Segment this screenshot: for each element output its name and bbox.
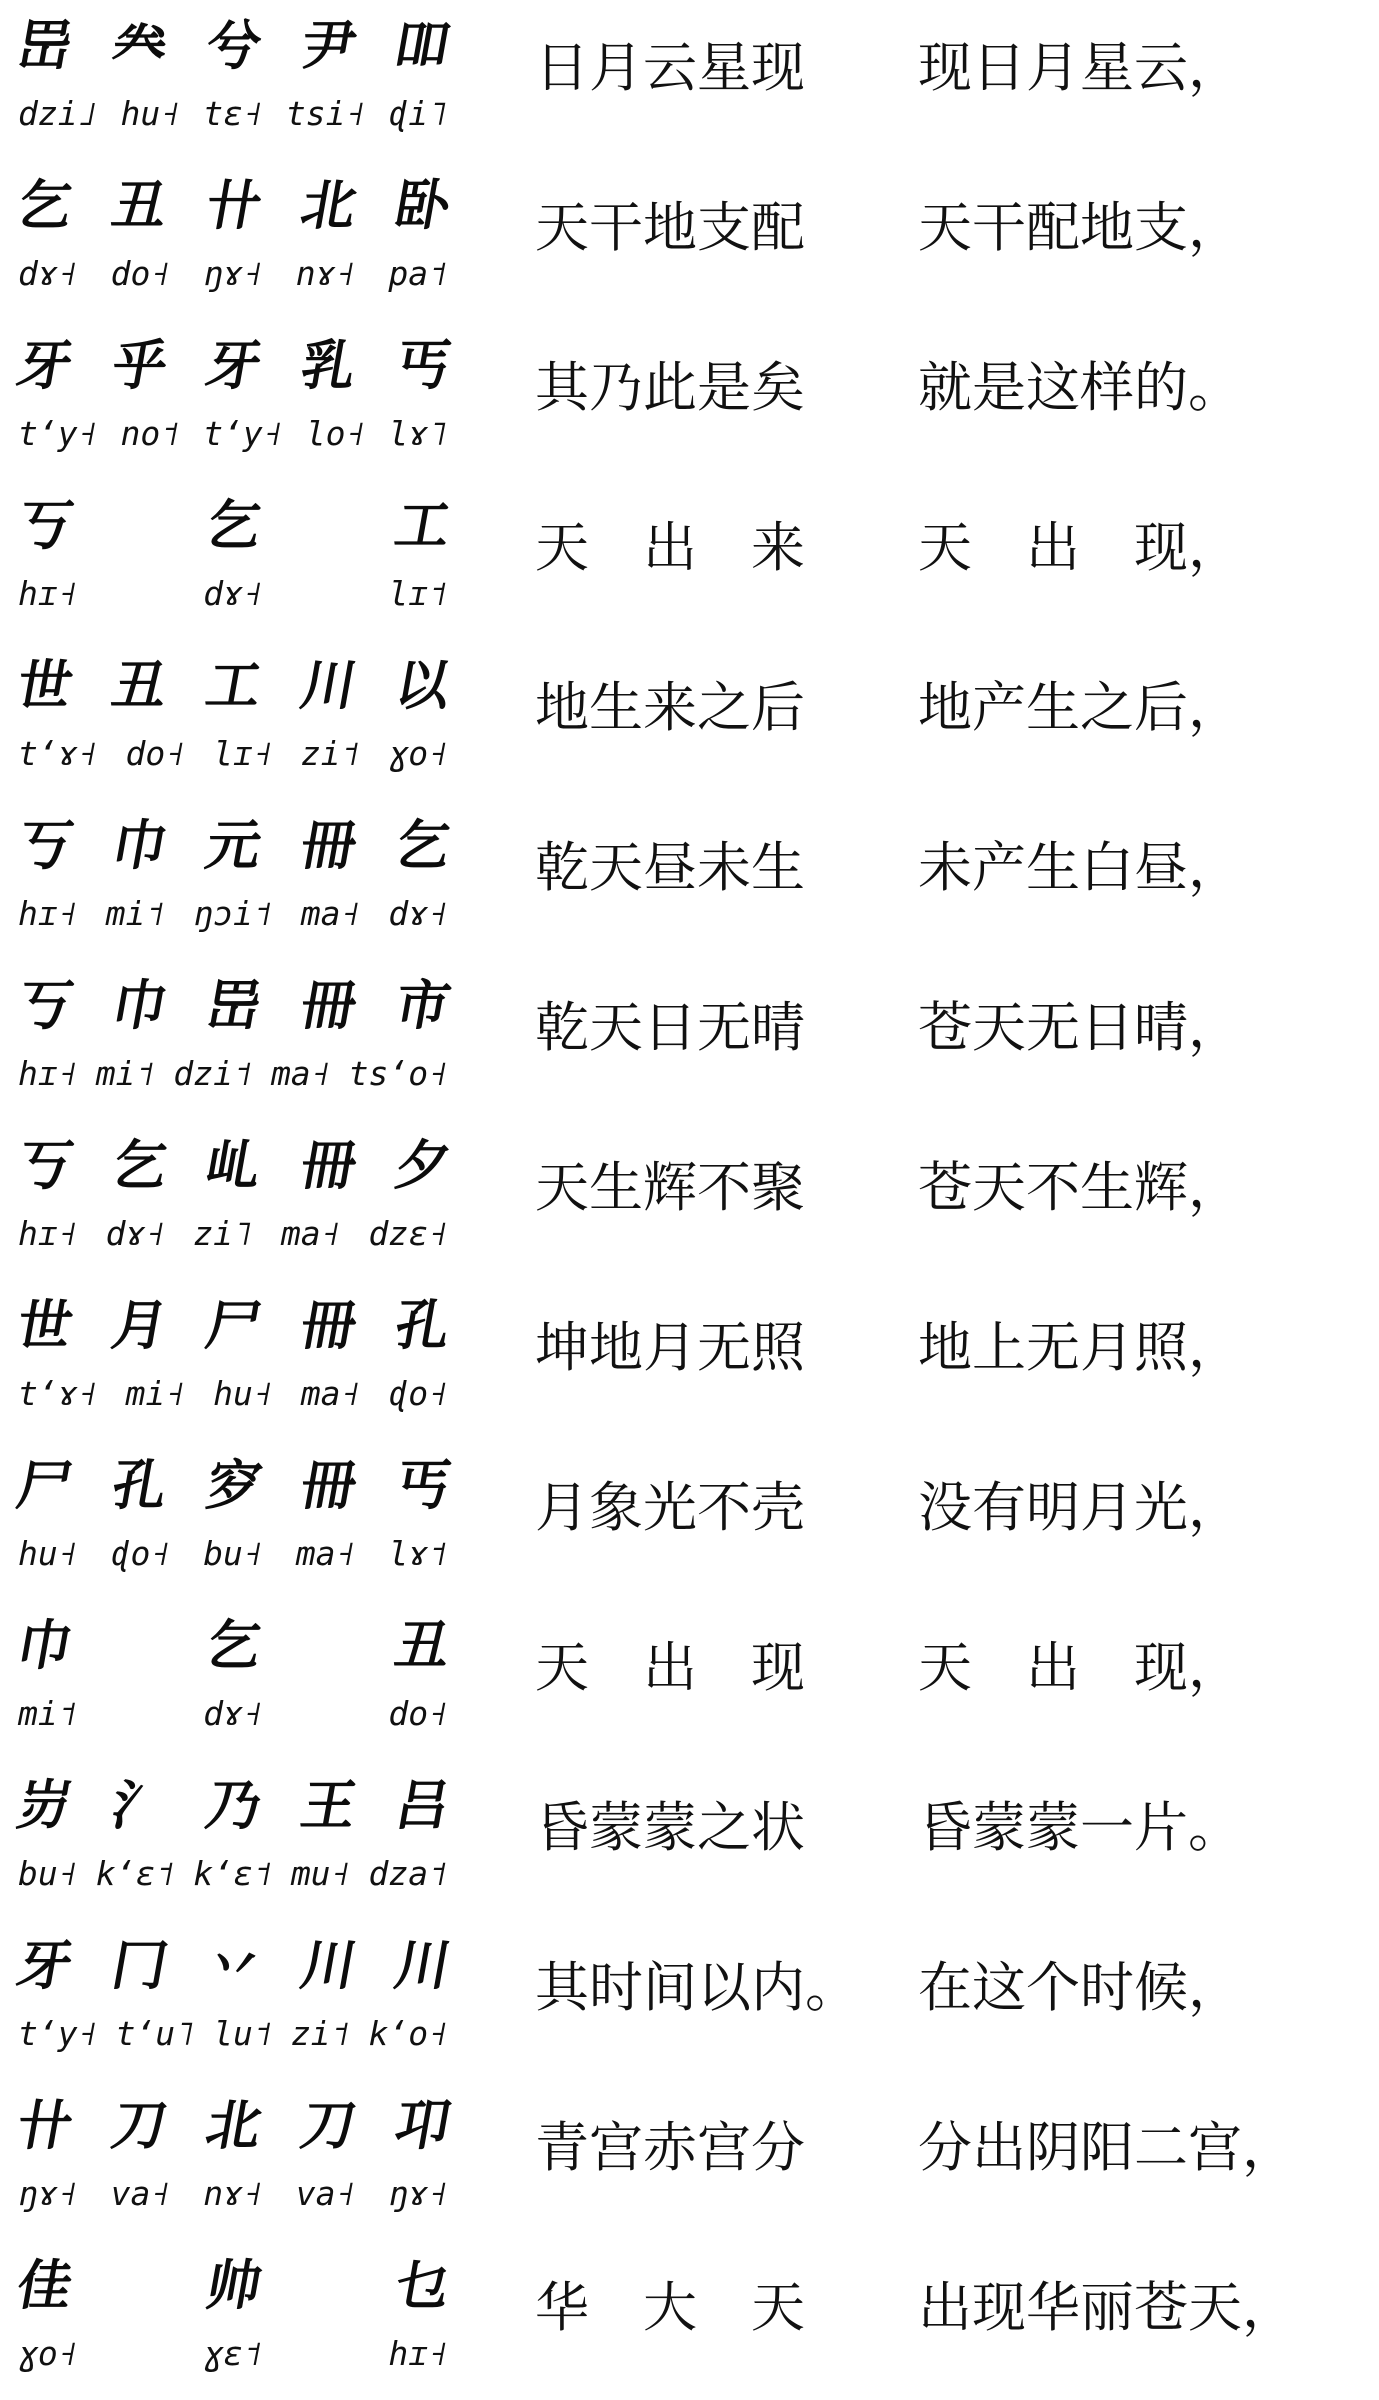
phonetic-syllable: tsi˧ (285, 94, 366, 133)
yi-glyph: 乎 (106, 333, 171, 397)
yi-glyph: 巾 (106, 973, 171, 1037)
yi-glyph: 丑 (390, 1613, 454, 1677)
yi-glyph: 川 (295, 1933, 360, 1997)
yi-glyph: 丑 (106, 653, 171, 717)
yi-script-line (12, 1286, 454, 1364)
phonetic-syllable: do˧ (110, 254, 171, 293)
phonetic-syllable: do˧ (125, 734, 186, 773)
yi-glyph: 氵 (106, 1773, 171, 1837)
yi-glyph: 乞 (201, 493, 265, 557)
literal-translation: 其乃此是矣 (535, 356, 805, 419)
yi-script-line (12, 6, 454, 84)
phonetic-syllable: hɪ˧ (18, 574, 78, 613)
phonetic-syllable: tʻu˥ (115, 2014, 196, 2053)
phonetic-line (18, 1528, 448, 1580)
yi-glyph: 乃 (201, 1773, 265, 1837)
literal-translation: 昏蒙蒙之状 (535, 1796, 805, 1859)
free-translation: 在这个时候， (918, 1956, 1242, 2019)
phonetic-syllable: lu˦ (213, 2014, 273, 2053)
phonetic-syllable: dɤ˧ (203, 574, 263, 613)
verse-row (0, 1920, 1379, 2080)
yi-glyph: 岊 (201, 973, 265, 1037)
free-translation: 天干配地支， (918, 196, 1242, 259)
phonetic-syllable: ɣɛ˦ (203, 2334, 263, 2373)
phonetic-syllable: dɤ˧ (203, 1694, 263, 1733)
yi-glyph: 市 (390, 973, 454, 1037)
yi-script-line (12, 1766, 454, 1844)
verse-row (0, 1440, 1379, 1600)
yi-glyph: 牙 (12, 333, 76, 397)
yi-glyph: 乜 (390, 2253, 454, 2317)
literal-translation: 天 出 来 (535, 516, 805, 579)
phonetic-syllable: dzi˩ (18, 94, 98, 133)
phonetic-syllable: zi˥ (193, 1214, 253, 1253)
verse-row (0, 800, 1379, 960)
phonetic-line (18, 88, 448, 140)
phonetic-syllable: dzi˦ (173, 1054, 253, 1093)
phonetic-syllable: dɤ˧ (18, 254, 78, 293)
yi-script-line (12, 166, 454, 244)
phonetic-syllable: dɤ˧ (105, 1214, 166, 1253)
phonetic-syllable: dɤ˧ (388, 894, 448, 933)
yi-glyph: 以 (390, 653, 454, 717)
phonetic-syllable: tʻɤ˧ (18, 1374, 98, 1413)
phonetic-syllable: ma˧ (270, 1054, 331, 1093)
phonetic-syllable: lo˧ (305, 414, 366, 453)
yi-glyph: 北 (201, 2093, 265, 2157)
free-translation: 未产生白昼， (918, 836, 1242, 899)
yi-glyph: 乞 (201, 1613, 265, 1677)
phonetic-syllable: ɖo˧ (110, 1534, 171, 1573)
phonetic-line (18, 888, 448, 940)
yi-glyph: 丂 (12, 1133, 76, 1197)
phonetic-syllable: tʻy˧ (203, 414, 283, 453)
yi-glyph: 丂 (12, 493, 76, 557)
phonetic-syllable: ŋɤ˧ (388, 2174, 448, 2213)
yi-glyph: 冂 (106, 1933, 171, 1997)
free-translation: 没有明月光， (918, 1476, 1242, 1539)
phonetic-syllable: nɤ˧ (203, 2174, 263, 2213)
yi-glyph: 冊 (295, 813, 360, 877)
yi-script-line (12, 806, 454, 884)
yi-glyph: 乞 (390, 813, 454, 877)
yi-script-line (12, 1446, 454, 1524)
yi-glyph: 世 (12, 653, 76, 717)
yi-glyph: 乳 (295, 333, 360, 397)
verse-row (0, 1280, 1379, 1440)
phonetic-syllable: lɪ˦ (388, 574, 448, 613)
phonetic-syllable: hɪ˧ (388, 2334, 448, 2373)
phonetic-syllable: ma˧ (295, 1534, 356, 1573)
yi-glyph: 孔 (106, 1453, 171, 1517)
yi-glyph: 帅 (201, 2253, 265, 2317)
verse-row (0, 0, 1379, 160)
literal-translation: 地生来之后 (535, 676, 805, 739)
yi-glyph: 冊 (295, 1453, 360, 1517)
free-translation: 出现华丽苍天， (918, 2276, 1296, 2339)
yi-glyph: 吕 (390, 1773, 454, 1837)
phonetic-line (18, 1048, 448, 1100)
yi-glyph: 冊 (295, 973, 360, 1037)
yi-script-line (12, 2246, 454, 2324)
phonetic-syllable: ɣo˧ (388, 734, 448, 773)
phonetic-syllable: mi˧ (125, 1374, 186, 1413)
phonetic-syllable: no˦ (120, 414, 181, 453)
phonetic-syllable: nɤ˧ (295, 254, 356, 293)
yi-glyph: 卄 (201, 173, 265, 237)
phonetic-syllable: ma˧ (300, 1374, 361, 1413)
phonetic-syllable: mi˦ (95, 1054, 156, 1093)
phonetic-syllable: kʻɛ˦ (95, 1854, 176, 1893)
verse-row (0, 640, 1379, 800)
yi-glyph: 尹 (295, 13, 360, 77)
literal-translation: 乾天昼未生 (535, 836, 805, 899)
free-translation: 地产生之后， (918, 676, 1242, 739)
free-translation: 苍天无日晴， (918, 996, 1242, 1059)
yi-glyph: 丐 (390, 333, 454, 397)
verse-row (0, 320, 1379, 480)
yi-glyph: 刀 (295, 2093, 360, 2157)
yi-glyph: 牙 (12, 1933, 76, 1997)
verse-row (0, 480, 1379, 640)
yi-script-line (12, 326, 454, 404)
phonetic-line (18, 408, 448, 460)
yi-glyph: 冊 (295, 1133, 360, 1197)
yi-glyph: 尸 (12, 1453, 76, 1517)
phonetic-syllable: do˧ (388, 1694, 448, 1733)
yi-glyph: 卧 (390, 173, 454, 237)
yi-glyph: 丷 (201, 1933, 265, 1997)
phonetic-syllable: hu˧ (18, 1534, 78, 1573)
literal-translation: 华 大 天 (535, 2276, 805, 2339)
phonetic-syllable: pa˦ (388, 254, 448, 293)
phonetic-syllable: ma˧ (300, 894, 361, 933)
verse-row (0, 1600, 1379, 1760)
verse-row (0, 1120, 1379, 1280)
yi-glyph: 元 (201, 813, 265, 877)
phonetic-line (18, 2328, 448, 2380)
literal-translation: 天生辉不聚 (535, 1156, 805, 1219)
literal-translation: 天干地支配 (535, 196, 805, 259)
phonetic-syllable: zi˦ (290, 2014, 351, 2053)
yi-glyph: 乞 (106, 1133, 171, 1197)
free-translation: 昏蒙蒙一片。 (918, 1796, 1242, 1859)
yi-glyph: 工 (201, 653, 265, 717)
yi-glyph: 吅 (390, 13, 454, 77)
phonetic-syllable: hu˧ (120, 94, 181, 133)
yi-script-line (12, 2086, 454, 2164)
phonetic-syllable: tʻy˧ (18, 2014, 98, 2053)
yi-glyph: 冊 (295, 1293, 360, 1357)
phonetic-syllable: mi˦ (18, 1694, 78, 1733)
phonetic-syllable: va˧ (110, 2174, 171, 2213)
yi-glyph: 丑 (106, 173, 171, 237)
yi-glyph: 刀 (106, 2093, 171, 2157)
phonetic-syllable: va˧ (295, 2174, 356, 2213)
phonetic-syllable: ɖi˥ (388, 94, 448, 133)
phonetic-syllable: hɪ˧ (18, 1054, 78, 1093)
phonetic-syllable: kʻo˧ (368, 2014, 448, 2053)
phonetic-syllable: ŋɤ˧ (18, 2174, 78, 2213)
literal-translation: 日月云星现 (535, 36, 805, 99)
phonetic-syllable: ŋɔi˦ (193, 894, 273, 933)
yi-glyph: 王 (295, 1773, 360, 1837)
yi-glyph: 工 (390, 493, 454, 557)
phonetic-syllable: lɪ˧ (213, 734, 273, 773)
phonetic-syllable: tsʻo˧ (348, 1054, 448, 1093)
yi-glyph: 乞 (12, 173, 76, 237)
phonetic-line (18, 568, 448, 620)
phonetic-line (18, 248, 448, 300)
phonetic-syllable: ɖo˧ (388, 1374, 448, 1413)
free-translation: 天 出 现， (918, 516, 1242, 579)
yi-glyph: 佳 (12, 2253, 76, 2317)
phonetic-syllable: lɤ˥ (388, 414, 448, 453)
yi-glyph: 岃 (12, 1773, 76, 1837)
yi-glyph: 兮 (201, 13, 265, 77)
yi-glyph: 卄 (12, 2093, 76, 2157)
literal-translation: 坤地月无照 (535, 1316, 805, 1379)
yi-glyph: 穸 (201, 1453, 265, 1517)
verse-row (0, 160, 1379, 320)
yi-script-line (12, 1126, 454, 1204)
yi-glyph: 川 (295, 653, 360, 717)
phonetic-syllable: mi˦ (105, 894, 166, 933)
yi-glyph: 丂 (12, 973, 76, 1037)
literal-translation: 其时间以内。 (535, 1956, 859, 2019)
yi-script-line (12, 486, 454, 564)
verse-row (0, 2240, 1379, 2400)
phonetic-syllable: lɤ˦ (388, 1534, 448, 1573)
phonetic-syllable: tɛ˧ (203, 94, 263, 133)
verse-row (0, 960, 1379, 1120)
phonetic-syllable: dzɛ˧ (368, 1214, 448, 1253)
phonetic-syllable: kʻɛ˦ (193, 1854, 273, 1893)
yi-glyph: 夕 (390, 1133, 454, 1197)
literal-translation: 月象光不壳 (535, 1476, 805, 1539)
phonetic-line (18, 1208, 448, 1260)
phonetic-line (18, 2168, 448, 2220)
yi-glyph: 孔 (390, 1293, 454, 1357)
literal-translation: 乾天日无晴 (535, 996, 805, 1059)
yi-glyph: 北 (295, 173, 360, 237)
literal-translation: 天 出 现 (535, 1636, 805, 1699)
yi-glyph: 岊 (12, 13, 76, 77)
phonetic-syllable: ma˧ (280, 1214, 341, 1253)
free-translation: 分出阴阳二宫， (918, 2116, 1296, 2179)
phonetic-syllable: ɣo˧ (18, 2334, 78, 2373)
free-translation: 地上无月照， (918, 1316, 1242, 1379)
phonetic-syllable: hɪ˧ (18, 894, 78, 933)
phonetic-line (18, 2008, 448, 2060)
phonetic-syllable: dza˦ (368, 1854, 448, 1893)
phonetic-line (18, 1368, 448, 1420)
literal-translation: 青宫赤宫分 (535, 2116, 805, 2179)
verse-row (0, 2080, 1379, 2240)
yi-glyph: 丂 (12, 813, 76, 877)
phonetic-syllable: tʻy˧ (18, 414, 98, 453)
phonetic-syllable: tʻɤ˧ (18, 734, 98, 773)
phonetic-line (18, 1688, 448, 1740)
yi-glyph: 乢 (201, 1133, 265, 1197)
yi-glyph: 丐 (390, 1453, 454, 1517)
yi-script-line (12, 646, 454, 724)
yi-glyph: 巾 (106, 813, 171, 877)
yi-script-line (12, 966, 454, 1044)
yi-glyph: 川 (390, 1933, 454, 1997)
phonetic-syllable: ŋɤ˧ (203, 254, 263, 293)
free-translation: 天 出 现， (918, 1636, 1242, 1699)
phonetic-syllable: hu˧ (213, 1374, 273, 1413)
free-translation: 苍天不生辉， (918, 1156, 1242, 1219)
phonetic-syllable: zi˦ (300, 734, 361, 773)
phonetic-syllable: bu˧ (203, 1534, 263, 1573)
yi-glyph: 𠔉 (106, 13, 171, 77)
phonetic-syllable: mu˧ (290, 1854, 351, 1893)
yi-glyph: 尸 (201, 1293, 265, 1357)
yi-glyph: 牙 (201, 333, 265, 397)
free-translation: 就是这样的。 (918, 356, 1242, 419)
yi-glyph: 巾 (12, 1613, 76, 1677)
yi-glyph: 卭 (390, 2093, 454, 2157)
yi-script-line (12, 1606, 454, 1684)
yi-script-line (12, 1926, 454, 2004)
yi-glyph: 月 (106, 1293, 171, 1357)
phonetic-line (18, 728, 448, 780)
verse-row (0, 1760, 1379, 1920)
yi-glyph: 世 (12, 1293, 76, 1357)
phonetic-syllable: hɪ˧ (18, 1214, 78, 1253)
phonetic-line (18, 1848, 448, 1900)
phonetic-syllable: bu˧ (18, 1854, 78, 1893)
free-translation: 现日月星云， (918, 36, 1242, 99)
